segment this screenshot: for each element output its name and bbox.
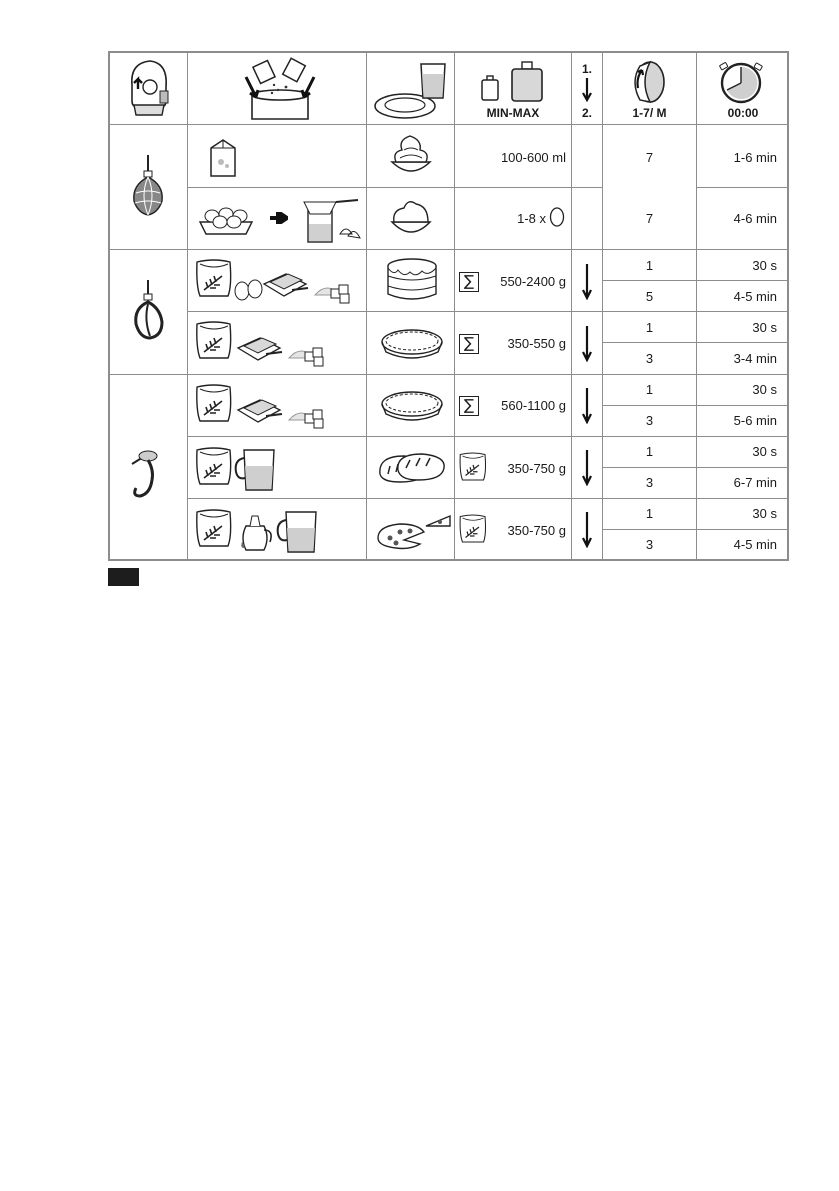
quantity: 1-8 x xyxy=(517,211,546,226)
flour-bag-small-icon xyxy=(458,512,488,545)
down-arrow-icon xyxy=(582,264,592,300)
rule-sub xyxy=(602,529,788,530)
rule xyxy=(187,311,788,312)
rule-sub xyxy=(602,467,788,468)
down-arrow-icon xyxy=(582,78,592,102)
rule-sub xyxy=(602,342,788,343)
col-rule xyxy=(366,53,367,559)
flour-bag-icon xyxy=(194,256,234,300)
time-value: 3-4 min xyxy=(733,351,777,366)
sugar-cubes-icon xyxy=(282,398,332,430)
butter-icon xyxy=(262,270,310,300)
sum-icon: ∑ xyxy=(459,272,479,292)
whipped-cream-icon xyxy=(386,130,436,182)
time-value: 30 s xyxy=(752,444,777,459)
speed-value: 5 xyxy=(645,289,654,304)
flour-bag-icon xyxy=(194,444,234,488)
speed-value: 1 xyxy=(645,382,654,397)
whisk-icon xyxy=(128,155,168,217)
sum-icon: ∑ xyxy=(459,396,479,416)
quantity: 550-2400 g xyxy=(500,274,566,289)
egg-whites-bowl-icon xyxy=(386,194,436,244)
down-arrow-icon xyxy=(582,326,592,362)
time-value: 5-6 min xyxy=(733,413,777,428)
quantity: 560-1100 g xyxy=(501,398,566,413)
speed-value: 3 xyxy=(645,537,654,552)
down-arrow-icon xyxy=(582,512,592,548)
water-jug-icon xyxy=(234,446,278,492)
speed-label: 1-7/ M xyxy=(632,106,667,120)
bread-loaves-icon xyxy=(376,450,448,486)
flour-bag-icon xyxy=(194,381,234,425)
col-rule xyxy=(571,53,572,559)
time-value: 4-5 min xyxy=(733,537,777,552)
oil-jug-icon xyxy=(236,512,276,554)
time-value: 4-6 min xyxy=(733,211,777,226)
col-rule xyxy=(187,53,188,559)
stopwatch-icon xyxy=(718,60,764,104)
time-value: 30 s xyxy=(752,382,777,397)
eggs-tray-icon xyxy=(198,202,254,236)
speed-value: 1 xyxy=(645,320,654,335)
time-value: 1-6 min xyxy=(733,150,777,165)
time-value: 30 s xyxy=(752,506,777,521)
rule xyxy=(187,498,788,499)
rule xyxy=(187,436,788,437)
speed-value: 7 xyxy=(645,211,654,226)
eggs-icon xyxy=(233,276,265,304)
pouring-ingredients-icon xyxy=(234,57,326,121)
rule-group xyxy=(109,374,788,375)
quantity: 100-600 ml xyxy=(500,150,566,165)
step-bottom-label: 2. xyxy=(581,106,592,120)
weight-label: MIN-MAX xyxy=(486,106,540,120)
speed-dial-icon xyxy=(626,58,672,106)
time-value: 30 s xyxy=(752,320,777,335)
egg-separator-icon xyxy=(300,194,364,246)
tart-base-icon xyxy=(380,386,444,426)
speed-value: 7 xyxy=(645,150,654,165)
sugar-cubes-icon xyxy=(282,336,332,368)
butter-icon xyxy=(236,334,284,364)
speed-value: 1 xyxy=(645,258,654,273)
time-label: 00:00 xyxy=(727,106,759,120)
egg-icon xyxy=(549,207,565,227)
sugar-cubes-icon xyxy=(308,273,358,305)
time-value: 30 s xyxy=(752,258,777,273)
rule xyxy=(187,187,602,188)
mixer-head-icon xyxy=(124,57,174,121)
time-value: 4-5 min xyxy=(733,289,777,304)
plate-and-glass-icon xyxy=(373,60,449,122)
pizza-icon xyxy=(374,512,452,550)
rule xyxy=(696,187,788,188)
speed-value: 1 xyxy=(645,506,654,521)
weights-icon xyxy=(478,60,550,104)
right-arrow-icon xyxy=(270,212,288,224)
flour-bag-small-icon xyxy=(458,450,488,483)
col-rule xyxy=(454,53,455,559)
rule-group xyxy=(109,249,788,250)
tart-base-icon xyxy=(380,324,444,364)
down-arrow-icon xyxy=(582,450,592,486)
milk-carton-icon xyxy=(205,136,241,178)
step-top-label: 1. xyxy=(581,62,592,76)
rule-header xyxy=(109,124,788,125)
butter-icon xyxy=(236,396,284,426)
speed-value: 3 xyxy=(645,475,654,490)
down-arrow-icon xyxy=(582,388,592,424)
water-jug-icon xyxy=(276,508,320,554)
dough-hook-icon xyxy=(128,444,168,508)
quantity: 350-750 g xyxy=(507,523,566,538)
quantity: 350-550 g xyxy=(507,336,566,351)
flour-bag-icon xyxy=(194,506,234,550)
speed-value: 1 xyxy=(645,444,654,459)
speed-value: 3 xyxy=(645,413,654,428)
time-value: 6-7 min xyxy=(733,475,777,490)
section-marker xyxy=(108,568,139,586)
rule-sub xyxy=(602,280,788,281)
quantity: 350-750 g xyxy=(507,461,566,476)
beater-icon xyxy=(128,280,168,342)
flour-bag-icon xyxy=(194,318,234,362)
sum-icon: ∑ xyxy=(459,334,479,354)
layer-cake-icon xyxy=(384,254,440,304)
speed-value: 3 xyxy=(645,351,654,366)
rule-sub xyxy=(602,405,788,406)
